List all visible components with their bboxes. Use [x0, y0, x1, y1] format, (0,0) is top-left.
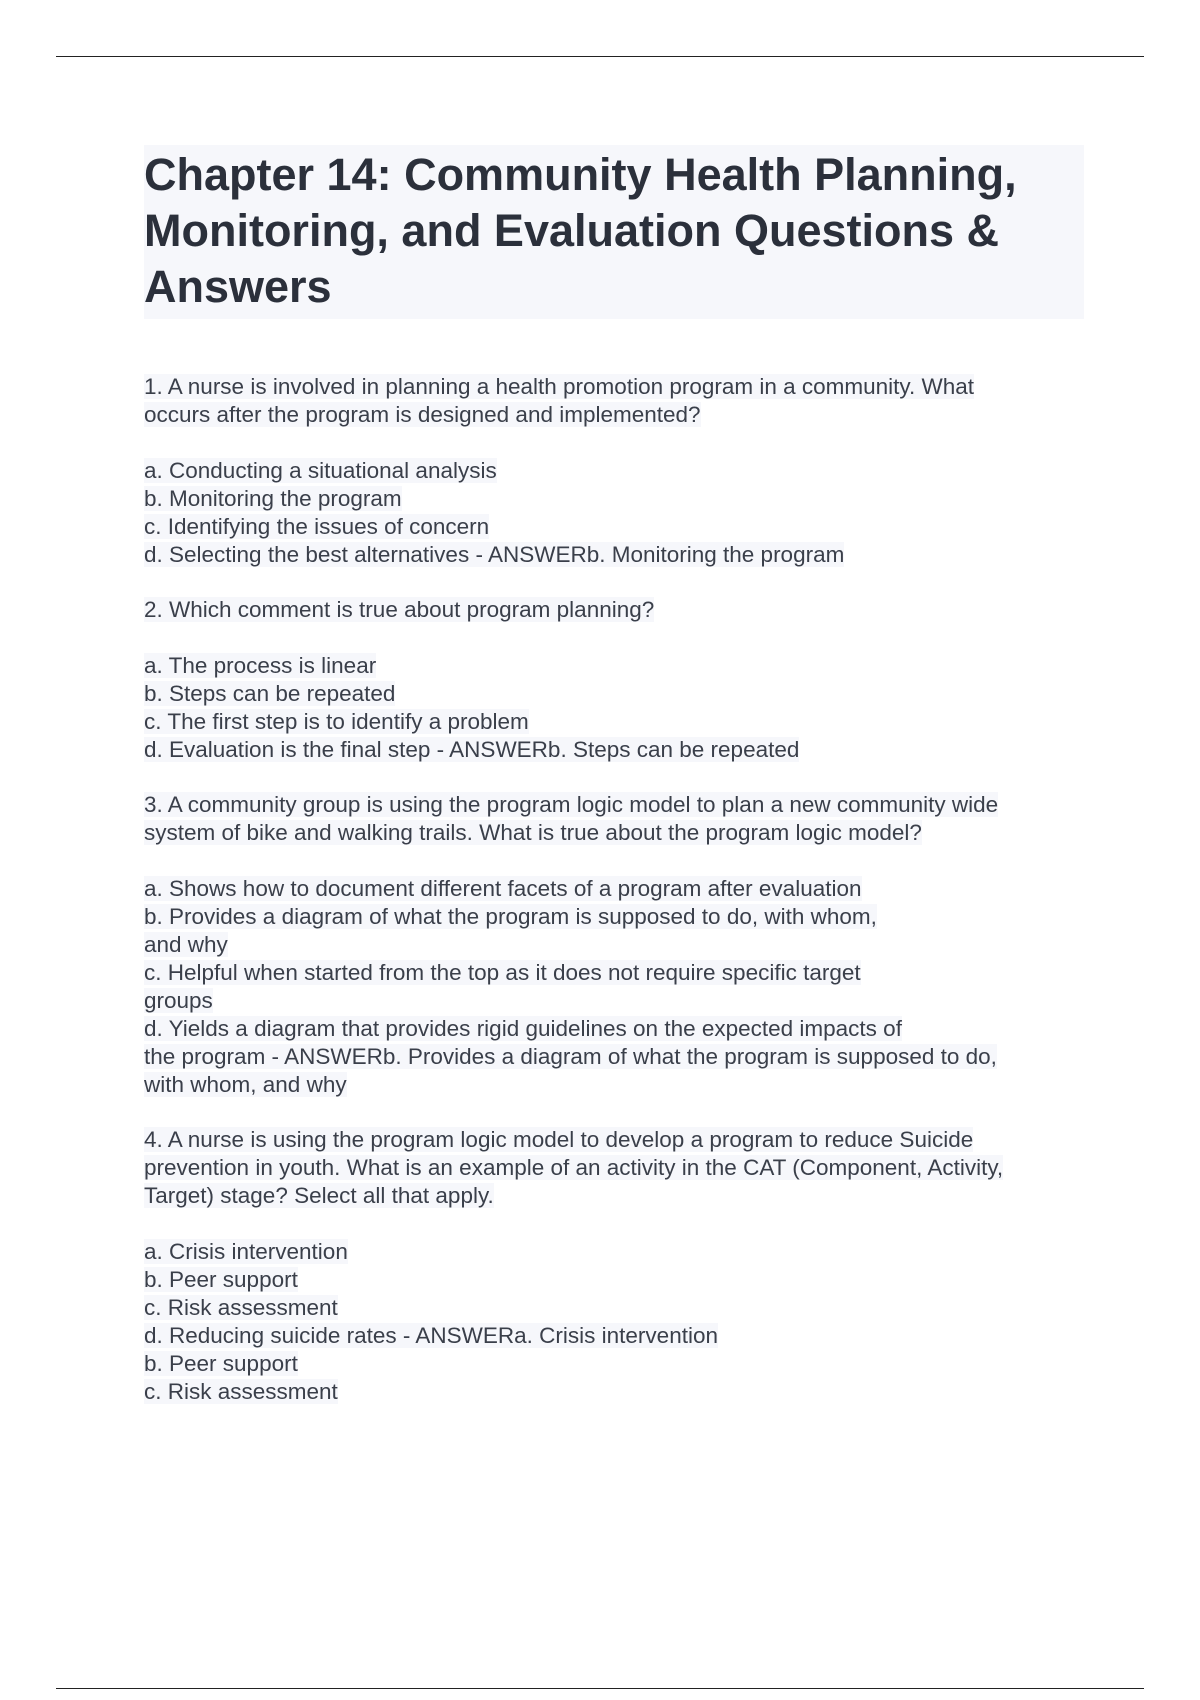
title-line-1: Chapter 14: Community Health Planning,: [144, 149, 1017, 200]
answer-option: b. Steps can be repeated: [144, 681, 396, 706]
answer-option: with whom, and why: [144, 1072, 347, 1097]
top-rule: [56, 56, 1144, 57]
answer-option: d. Selecting the best alternatives - ANSWERb. Monitoring the program: [144, 542, 845, 567]
document-content: [144, 145, 1084, 1433]
answer-option: c. Risk assessment: [144, 1295, 338, 1320]
answer-option: b. Peer support: [144, 1351, 298, 1376]
answer-option: c. The first step is to identify a problem: [144, 709, 529, 734]
document-title: [144, 145, 1084, 319]
question-stem-line: occurs after the program is designed and implemented?: [144, 402, 701, 427]
answer-option: d. Evaluation is the final step - ANSWERb. Steps can be repeated: [144, 737, 800, 762]
question-4: [144, 1126, 1084, 1406]
bottom-rule: [56, 1688, 1144, 1689]
question-stem-line: Target) stage? Select all that apply.: [144, 1183, 494, 1208]
answer-option: a. The process is linear: [144, 653, 377, 678]
answer-option: a. Conducting a situational analysis: [144, 458, 497, 483]
answer-option: a. Crisis intervention: [144, 1239, 348, 1264]
question-1: [144, 373, 1084, 569]
question-3: [144, 791, 1084, 1099]
answer-option: d. Reducing suicide rates - ANSWERa. Crisis intervention: [144, 1323, 718, 1348]
question-stem-line: 3. A community group is using the program logic model to plan a new community wide: [144, 792, 999, 817]
answer-option: a. Shows how to document different facets of a program after evaluation: [144, 876, 862, 901]
answer-option: groups: [144, 988, 213, 1013]
answer-option: b. Peer support: [144, 1267, 298, 1292]
title-line-3: Answers: [144, 261, 332, 312]
question-list: [144, 373, 1084, 1406]
question-stem-line: 1. A nurse is involved in planning a health promotion program in a community. What: [144, 374, 975, 399]
question-stem-line: 4. A nurse is using the program logic model to develop a program to reduce Suicide: [144, 1127, 974, 1152]
answer-option: c. Risk assessment: [144, 1379, 338, 1404]
answer-option: b. Provides a diagram of what the program is supposed to do, with whom,: [144, 904, 877, 929]
answer-option: and why: [144, 932, 228, 957]
answer-option: b. Monitoring the program: [144, 486, 402, 511]
answer-option: d. Yields a diagram that provides rigid guidelines on the expected impacts of: [144, 1016, 902, 1041]
title-line-2: Monitoring, and Evaluation Questions &: [144, 205, 1000, 256]
answer-option: the program - ANSWERb. Provides a diagram of what the program is supposed to do,: [144, 1044, 997, 1069]
answer-option: c. Helpful when started from the top as it does not require specific target: [144, 960, 861, 985]
question-stem-line: system of bike and walking trails. What is true about the program logic model?: [144, 820, 922, 845]
question-stem-line: 2. Which comment is true about program planning?: [144, 597, 655, 622]
question-2: [144, 596, 1084, 764]
question-stem-line: prevention in youth. What is an example of an activity in the CAT (Component, Activity,: [144, 1155, 1004, 1180]
answer-option: c. Identifying the issues of concern: [144, 514, 490, 539]
